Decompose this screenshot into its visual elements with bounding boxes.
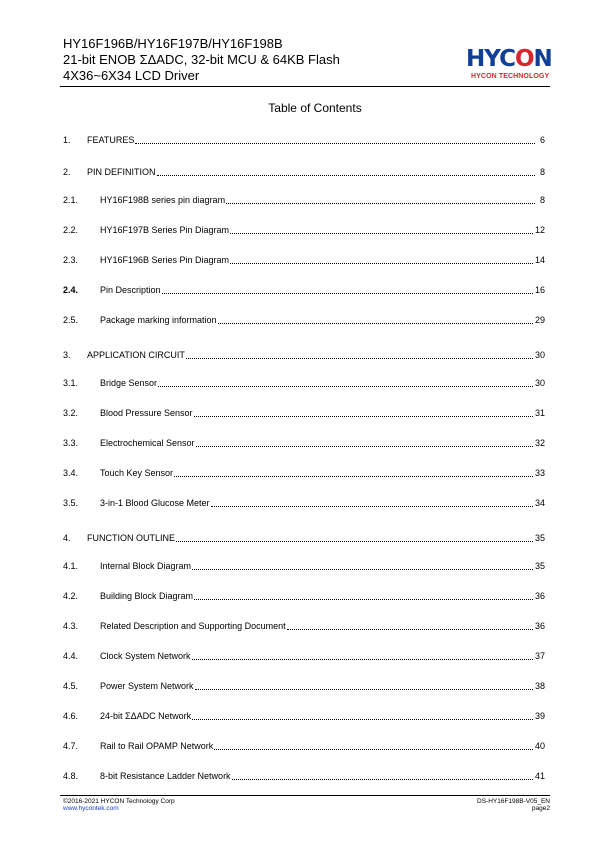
- toc-leader-dots: [194, 599, 533, 600]
- toc-entry-number: 2.3.: [63, 255, 79, 265]
- toc-entry-label[interactable]: Power System Network: [100, 681, 194, 691]
- toc-entry-number: 4.1.: [63, 561, 79, 571]
- toc-entry-page[interactable]: 40: [534, 741, 545, 751]
- toc-entry-page[interactable]: 14: [534, 255, 545, 265]
- toc-entry-number: 4.2.: [63, 591, 79, 601]
- toc-entry-label[interactable]: 8-bit Resistance Ladder Network: [100, 771, 231, 781]
- toc-entry-label[interactable]: PIN DEFINITION: [87, 167, 156, 177]
- toc-entry-label[interactable]: HY16F197B Series Pin Diagram: [100, 225, 230, 235]
- toc-entry[interactable]: [63, 285, 545, 296]
- header-title-line-1: HY16F196B/HY16F197B/HY16F198B: [63, 36, 283, 51]
- toc-entry-number: 2.4.: [63, 285, 79, 295]
- footer-website-link[interactable]: www.hycontek.com: [63, 805, 119, 812]
- header-title-line-3: 4X36~6X34 LCD Driver: [63, 68, 200, 83]
- toc-entry-number: 3.5.: [63, 498, 79, 508]
- toc-entry-page[interactable]: 36: [534, 591, 545, 601]
- toc-entry[interactable]: [63, 771, 545, 782]
- toc-entry-page[interactable]: 30: [534, 378, 545, 388]
- toc-entry-label[interactable]: Pin Description: [100, 285, 161, 295]
- toc-entry-page[interactable]: 41: [534, 771, 545, 781]
- toc-entry-page[interactable]: 8: [539, 195, 545, 205]
- toc-entry-number: 2.1.: [63, 195, 79, 205]
- toc-entry[interactable]: [63, 225, 545, 236]
- toc-entry[interactable]: [63, 350, 545, 361]
- toc-entry[interactable]: [63, 408, 545, 419]
- toc-entry-page[interactable]: 32: [534, 438, 545, 448]
- toc-entry-number: 4.8.: [63, 771, 79, 781]
- toc-entry-number: 2.2.: [63, 225, 79, 235]
- toc-entry-page[interactable]: 8: [539, 167, 545, 177]
- toc-entry-page[interactable]: 35: [534, 561, 545, 571]
- toc-entry-page[interactable]: 16: [534, 285, 545, 295]
- toc-leader-dots: [158, 386, 533, 387]
- footer-copyright: ©2016-2021 HYCON Technology Corp: [63, 798, 175, 805]
- toc-leader-dots: [174, 476, 533, 477]
- toc-entry-number: 3.4.: [63, 468, 79, 478]
- toc-entry-page[interactable]: 39: [534, 711, 545, 721]
- toc-leader-dots: [194, 416, 533, 417]
- toc-entry-page[interactable]: 31: [534, 408, 545, 418]
- toc-entry[interactable]: [63, 561, 545, 572]
- toc-entry-page[interactable]: 36: [534, 621, 545, 631]
- toc-entry-label[interactable]: Electrochemical Sensor: [100, 438, 195, 448]
- footer-divider: [60, 795, 550, 796]
- toc-entry[interactable]: [63, 533, 545, 544]
- toc-entry-label[interactable]: Touch Key Sensor: [100, 468, 174, 478]
- toc-entry-number: 4.: [63, 533, 71, 543]
- toc-leader-dots: [186, 358, 533, 359]
- toc-entry[interactable]: [63, 195, 545, 206]
- toc-leader-dots: [230, 233, 533, 234]
- toc-entry-label[interactable]: HY16F196B Series Pin Diagram: [100, 255, 230, 265]
- toc-leader-dots: [176, 541, 533, 542]
- toc-leader-dots: [135, 143, 535, 144]
- toc-entry[interactable]: [63, 315, 545, 326]
- logo-wordmark: HYCON: [466, 46, 552, 72]
- toc-entry-label[interactable]: Blood Pressure Sensor: [100, 408, 193, 418]
- toc-entry-number: 3.2.: [63, 408, 79, 418]
- toc-entry-page[interactable]: 34: [534, 498, 545, 508]
- footer-page-number: page2: [531, 805, 550, 812]
- header-divider: [60, 86, 550, 87]
- toc-entry-page[interactable]: 29: [534, 315, 545, 325]
- toc-leader-dots: [192, 719, 533, 720]
- toc-leader-dots: [211, 506, 533, 507]
- toc-entry-label[interactable]: 24-bit ΣΔADC Network: [100, 711, 192, 721]
- toc-entry-label[interactable]: FUNCTION OUTLINE: [87, 533, 176, 543]
- toc-entry-number: 3.: [63, 350, 71, 360]
- toc-entry-number: 3.1.: [63, 378, 79, 388]
- toc-entry[interactable]: [63, 135, 545, 146]
- toc-entry[interactable]: [63, 651, 545, 662]
- toc-leader-dots: [226, 203, 535, 204]
- toc-entry[interactable]: [63, 741, 545, 752]
- toc-leader-dots: [192, 659, 533, 660]
- hycon-logo: [466, 46, 552, 82]
- toc-entry-number: 2.: [63, 167, 71, 177]
- toc-entry-page[interactable]: 12: [534, 225, 545, 235]
- toc-leader-dots: [214, 749, 533, 750]
- toc-entry-page[interactable]: 6: [539, 135, 545, 145]
- toc-leader-dots: [195, 689, 533, 690]
- toc-title: Table of Contents: [268, 101, 362, 115]
- toc-leader-dots: [157, 175, 535, 176]
- toc-entry[interactable]: [63, 681, 545, 692]
- toc-entry-number: 1.: [63, 135, 71, 145]
- toc-entry-label[interactable]: Internal Block Diagram: [100, 561, 192, 571]
- toc-entry[interactable]: [63, 468, 545, 479]
- toc-entry-label[interactable]: Building Block Diagram: [100, 591, 194, 601]
- toc-entry-label[interactable]: 3-in-1 Blood Glucose Meter: [100, 498, 210, 508]
- toc-entry-page[interactable]: 33: [534, 468, 545, 478]
- toc-leader-dots: [162, 293, 533, 294]
- toc-entry-label[interactable]: Related Description and Supporting Document: [100, 621, 286, 631]
- toc-entry[interactable]: [63, 711, 545, 722]
- toc-entry[interactable]: [63, 591, 545, 602]
- toc-leader-dots: [196, 446, 533, 447]
- toc-entry-label[interactable]: Package marking information: [100, 315, 217, 325]
- toc-leader-dots: [218, 323, 533, 324]
- toc-entry-label[interactable]: Clock System Network: [100, 651, 191, 661]
- toc-leader-dots: [230, 263, 533, 264]
- toc-entry-number: 4.7.: [63, 741, 79, 751]
- toc-entry-number: 2.5.: [63, 315, 79, 325]
- toc-entry-number: 4.3.: [63, 621, 79, 631]
- toc-entry-page[interactable]: 37: [534, 651, 545, 661]
- toc-entry[interactable]: [63, 167, 545, 178]
- header-title-line-2: 21-bit ENOB ΣΔADC, 32-bit MCU & 64KB Flash: [63, 52, 340, 67]
- toc-entry[interactable]: [63, 378, 545, 389]
- toc-entry-page[interactable]: 38: [534, 681, 545, 691]
- footer-doc-id: DS-HY16F198B-V05_EN: [477, 798, 550, 805]
- toc-leader-dots: [192, 569, 533, 570]
- toc-entry-label[interactable]: FEATURES: [87, 135, 135, 145]
- toc-entry-number: 4.5.: [63, 681, 79, 691]
- toc-entry-page[interactable]: 30: [534, 350, 545, 360]
- logo-subtitle: HYCON TECHNOLOGY: [471, 73, 550, 80]
- toc-leader-dots: [287, 629, 533, 630]
- toc-entry-number: 4.4.: [63, 651, 79, 661]
- toc-entry-label[interactable]: Rail to Rail OPAMP Network: [100, 741, 214, 751]
- toc-entry-label[interactable]: Bridge Sensor: [100, 378, 158, 388]
- toc-entry-label[interactable]: APPLICATION CIRCUIT: [87, 350, 185, 360]
- toc-entry[interactable]: [63, 438, 545, 449]
- toc-entry[interactable]: [63, 255, 545, 266]
- toc-entry-page[interactable]: 35: [534, 533, 545, 543]
- toc-entry-number: 4.6.: [63, 711, 79, 721]
- toc-entry-number: 3.3.: [63, 438, 79, 448]
- toc-entry[interactable]: [63, 498, 545, 509]
- toc-leader-dots: [232, 779, 533, 780]
- toc-entry[interactable]: [63, 621, 545, 632]
- toc-entry-label[interactable]: HY16F198B series pin diagram: [100, 195, 226, 205]
